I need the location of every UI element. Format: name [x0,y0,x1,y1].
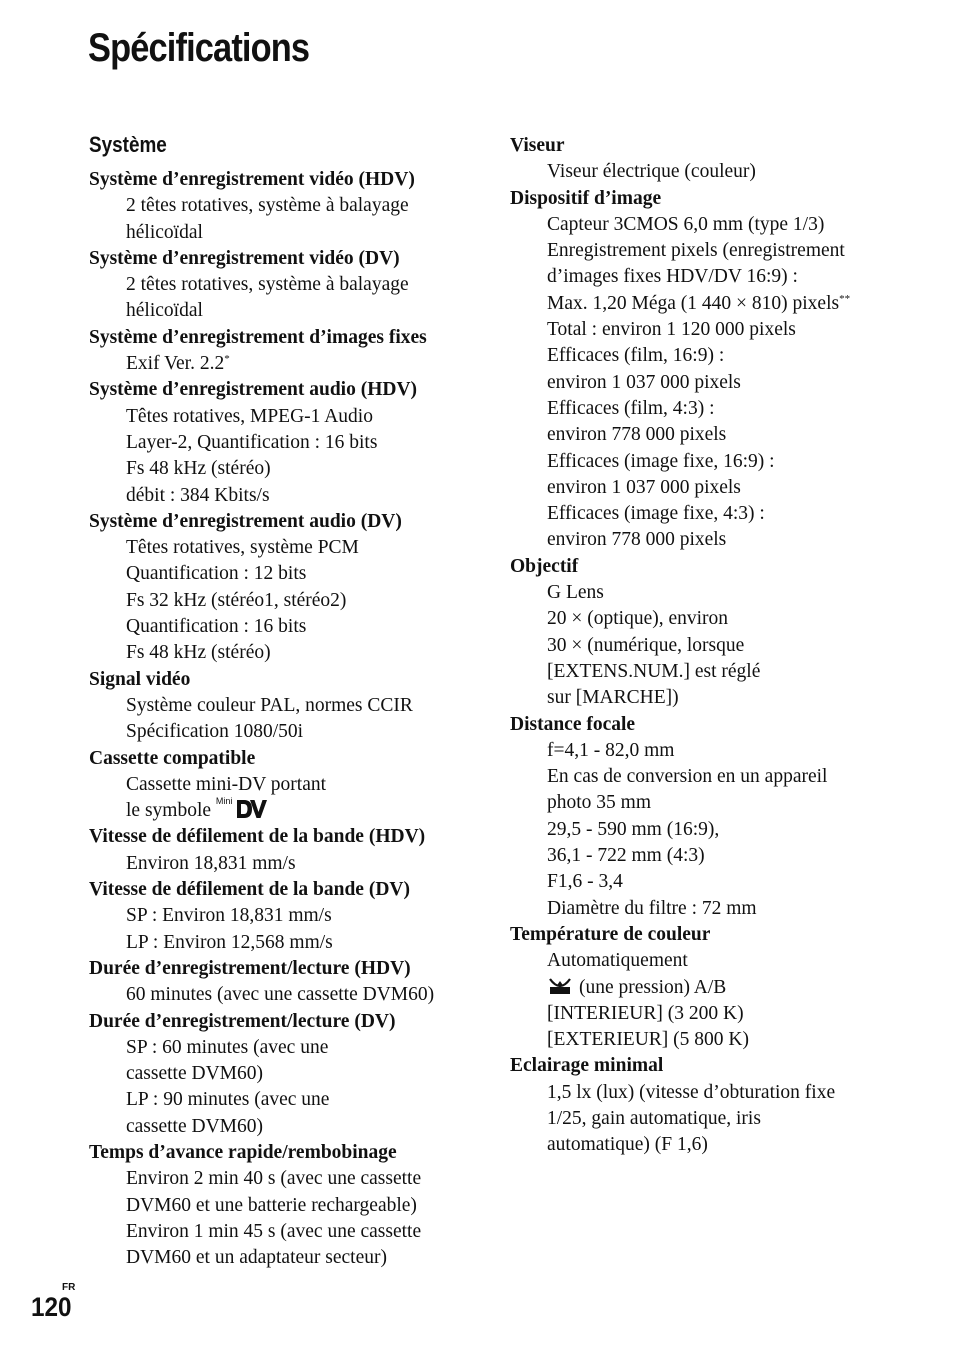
spec-line: SP : Environ 18,831 mm/s [126,905,332,927]
left-column [89,167,479,1271]
spec-term: Durée d’enregistrement/lecture (HDV) [89,957,411,979]
spec-rec-time-hdv [89,956,479,1009]
spec-line: 2 têtes rotatives, système à balayage [126,274,409,296]
spec-line: Layer-2, Quantification : 16 bits [126,431,378,453]
spec-audio-dv [89,509,479,667]
spec-line-wrap [89,798,479,824]
spec-term: Eclairage minimal [510,1055,664,1077]
spec-line: [EXTERIEUR] (5 800 K) [547,1029,749,1051]
spec-term: Cassette compatible [89,747,256,769]
spec-term: Viseur [510,135,565,156]
spec-line: Diamètre du filtre : 72 mm [547,897,757,919]
spec-audio-hdv [89,377,479,508]
spec-term: Système d’enregistrement audio (HDV) [89,379,418,401]
spec-line: hélicoïdal [126,300,203,322]
footer-language-code: FR [62,1282,76,1293]
spec-line: F1,6 - 3,4 [547,871,623,893]
spec-term: Distance focale [510,713,636,735]
spec-line: 36,1 - 722 mm (4:3) [547,845,705,867]
spec-line: [EXTENS.NUM.] est réglé [547,660,761,682]
spec-line-wrap [89,351,479,377]
spec-line: 60 minutes (avec une cassette DVM60) [126,984,435,1006]
spec-line: Environ 2 min 40 s (avec une cassette [126,1168,422,1190]
spec-line: LP : 90 minutes (avec une [126,1089,330,1111]
spec-line: En cas de conversion en un appareil [547,766,828,788]
spec-line: Efficaces (image fixe, 16:9) : [547,450,775,472]
spec-term: Objectif [510,555,579,577]
spec-line: Quantification : 12 bits [126,563,307,585]
spec-line: environ 1 037 000 pixels [547,476,741,498]
spec-term: Système d’enregistrement vidéo (HDV) [89,169,415,190]
dv-glyph-icon [236,798,268,820]
spec-tape-speed-hdv [89,824,479,877]
spec-line: Têtes rotatives, MPEG-1 Audio [126,405,373,427]
spec-line: Spécification 1080/50i [126,721,304,743]
spec-line: Total : environ 1 120 000 pixels [547,319,796,341]
spec-cassette [89,746,479,825]
spec-line: 1/25, gain automatique, iris [547,1107,761,1129]
section-heading: Système [89,132,167,157]
mini-dv-logo-icon [216,798,268,820]
spec-line: Fs 48 kHz (stéréo) [126,642,271,664]
spec-line: Efficaces (film, 4:3) : [547,397,715,419]
spec-line: d’images fixes HDV/DV 16:9) : [547,266,798,288]
spec-video-hdv [89,167,479,246]
spec-line: Cassette mini-DV portant [126,773,327,795]
spec-ff-rewind [89,1140,479,1271]
spec-line: 30 × (numérique, lorsque [547,634,745,656]
spec-minimum-illumination [510,1053,930,1158]
spec-line: Système couleur PAL, normes CCIR [126,694,413,716]
spec-term: Durée d’enregistrement/lecture (DV) [89,1010,396,1032]
spec-term: Temps d’avance rapide/rembobinage [89,1141,397,1163]
spec-line: Automatiquement [547,950,688,972]
spec-line: Efficaces (image fixe, 4:3) : [547,503,765,525]
spec-term: Système d’enregistrement audio (DV) [89,510,402,532]
page-number: 120 [31,1292,72,1322]
spec-still-image [89,325,479,378]
spec-line: DVM60 et une batterie rechargeable) [126,1194,417,1216]
spec-line: Max. 1,20 Méga (1 440 × 810) pixels [547,292,840,314]
spec-image-device [510,186,930,554]
spec-line: Quantification : 16 bits [126,616,307,638]
spec-term: Système d’enregistrement d’images fixes [89,326,427,348]
spec-line: sur [MARCHE]) [547,687,679,709]
spec-viewfinder [510,133,930,186]
spec-line-wrap [510,291,930,317]
spec-line: Efficaces (film, 16:9) : [547,345,725,367]
spec-focal-length [510,712,930,922]
spec-line: environ 778 000 pixels [547,529,727,551]
spec-lens [510,554,930,712]
spec-line: G Lens [547,582,604,604]
spec-line: le symbole [126,800,212,822]
spec-video-dv [89,246,479,325]
spec-line: LP : Environ 12,568 mm/s [126,931,333,953]
right-column [510,133,930,1159]
spec-line: cassette DVM60) [126,1063,264,1085]
spec-term: Système d’enregistrement vidéo (DV) [89,247,400,269]
spec-rec-time-dv [89,1009,479,1140]
spec-line: 1,5 lx (lux) (vitesse d’obturation fixe [547,1081,836,1103]
spec-line: 29,5 - 590 mm (16:9), [547,818,720,840]
spec-line: Fs 32 kHz (stéréo1, stéréo2) [126,589,347,611]
spec-term: Vitesse de défilement de la bande (DV) [89,879,410,901]
spec-line: Viseur électrique (couleur) [547,161,756,183]
footnote-mark: * [224,353,230,366]
spec-line: automatique) (F 1,6) [547,1134,708,1156]
spec-term: Vitesse de défilement de la bande (HDV) [89,826,426,848]
spec-line: environ 1 037 000 pixels [547,371,741,393]
spec-line: Environ 1 min 45 s (avec une cassette [126,1220,422,1242]
spec-line: Exif Ver. 2.2 [126,353,225,375]
spec-line: 20 × (optique), environ [547,608,729,630]
spec-line: Fs 48 kHz (stéréo) [126,458,271,480]
spec-line: environ 778 000 pixels [547,424,727,446]
spec-line: débit : 384 Kbits/s [126,484,270,506]
spec-term: Signal vidéo [89,668,191,690]
one-push-white-balance-icon [547,977,573,995]
spec-line: Enregistrement pixels (enregistrement [547,240,845,262]
spec-video-signal [89,667,479,746]
spec-term: Dispositif d’image [510,187,662,209]
spec-term: Température de couleur [510,923,711,945]
spec-line: [INTERIEUR] (3 200 K) [547,1002,744,1024]
spec-line: Capteur 3CMOS 6,0 mm (type 1/3) [547,213,825,235]
spec-line: SP : 60 minutes (avec une [126,1036,329,1058]
spec-tape-speed-dv [89,877,479,956]
spec-line: 2 têtes rotatives, système à balayage [126,195,409,217]
footnote-mark: ** [839,292,851,305]
spec-line: DVM60 et un adaptateur secteur) [126,1247,387,1269]
mini-dv-logo-text: Mini [215,796,233,807]
page-title: Spécifications [88,26,310,70]
spec-color-temperature [510,922,930,1053]
spec-line: (une pression) A/B [579,976,727,998]
spec-line: photo 35 mm [547,792,652,814]
spec-line: cassette DVM60) [126,1115,264,1137]
spec-line: Environ 18,831 mm/s [126,852,296,874]
spec-line: hélicoïdal [126,221,203,243]
spec-line-wrap [510,975,930,1001]
spec-line: Têtes rotatives, système PCM [126,537,359,559]
spec-line: f=4,1 - 82,0 mm [547,739,675,761]
